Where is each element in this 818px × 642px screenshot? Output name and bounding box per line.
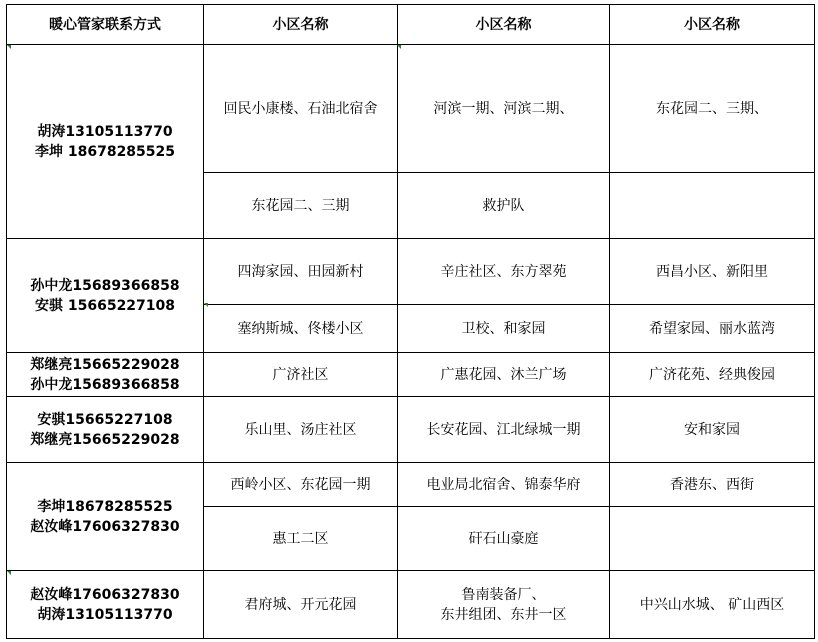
cell-comment-marker [7, 45, 11, 49]
contact-cell [7, 239, 204, 353]
community-cell: 君府城、开元花园 [204, 571, 398, 639]
cell-comment-marker [7, 571, 11, 575]
community-cell: 希望家园、丽水蓝湾 [610, 305, 815, 353]
table-row [7, 239, 815, 305]
community-cell: 广济花苑、经典俊园 [610, 353, 815, 397]
header-community-2: 小区名称 [398, 5, 610, 45]
contact-line: 孙中龙15689366858 [30, 376, 180, 393]
community-cell: 乐山里、汤庄社区 [204, 397, 398, 463]
community-cell: 广济社区 [204, 353, 398, 397]
contact-cell [7, 45, 204, 239]
table-row [7, 571, 815, 639]
contact-cell [7, 353, 204, 397]
contact-line: 安骐 15665227108 [34, 297, 176, 314]
community-line: 鲁南装备厂、 [461, 586, 546, 603]
community-cell: 辛庄社区、东方翠苑 [398, 239, 610, 305]
contact-line: 安骐15665227108 [37, 411, 173, 428]
contact-line: 李坤18678285525 [37, 498, 173, 515]
contact-cell [7, 397, 204, 463]
table-row [7, 353, 815, 397]
contact-line: 赵汝峰17606327830 [30, 518, 180, 535]
header-contact: 暖心管家联系方式 [7, 5, 204, 45]
community-cell: 电业局北宿舍、锦泰华府 [398, 463, 610, 507]
contact-line: 孙中龙15689366858 [30, 277, 180, 294]
header-community-1: 小区名称 [204, 5, 398, 45]
contact-line: 郑继亮15665229028 [30, 356, 180, 373]
community-cell: 卫校、和家园 [398, 305, 610, 353]
community-cell: 惠工二区 [204, 507, 398, 571]
contact-line: 赵汝峰17606327830 [30, 586, 180, 603]
contact-line: 郑继亮15665229028 [30, 431, 180, 448]
community-cell: 长安花园、江北绿城一期 [398, 397, 610, 463]
community-cell: 西岭小区、东花园一期 [204, 463, 398, 507]
community-cell: 矸石山豪庭 [398, 507, 610, 571]
community-cell [610, 173, 815, 239]
contact-line: 胡涛13105113770 [37, 606, 173, 623]
community-cell: 救护队 [398, 173, 610, 239]
contact-community-table [6, 4, 815, 639]
community-cell: 西昌小区、新阳里 [610, 239, 815, 305]
community-cell: 广惠花园、沐兰广场 [398, 353, 610, 397]
contact-line: 李坤 18678285525 [34, 143, 176, 160]
community-cell: 东花园二、三期 [204, 173, 398, 239]
community-cell: 安和家园 [610, 397, 815, 463]
cell-comment-marker [397, 45, 401, 49]
community-line: 东井组团、东井一区 [440, 606, 567, 623]
community-cell: 东花园二、三期、 [610, 45, 815, 173]
header-community-3: 小区名称 [610, 5, 815, 45]
table-row [7, 463, 815, 507]
header-row [7, 5, 815, 45]
community-cell: 香港东、西街 [610, 463, 815, 507]
community-cell [398, 571, 610, 639]
cell-comment-marker [204, 303, 208, 307]
community-cell: 回民小康楼、石油北宿舍 [204, 45, 398, 173]
contact-cell [7, 571, 204, 639]
community-cell: 塞纳斯城、佟楼小区 [204, 305, 398, 353]
community-cell [610, 507, 815, 571]
table-row [7, 397, 815, 463]
community-cell: 河滨一期、河滨二期、 [398, 45, 610, 173]
community-cell: 中兴山水城、 矿山西区 [610, 571, 815, 639]
table-row [7, 45, 815, 173]
contact-line: 胡涛13105113770 [37, 123, 173, 140]
community-cell: 四海家园、田园新村 [204, 239, 398, 305]
contact-cell [7, 463, 204, 571]
